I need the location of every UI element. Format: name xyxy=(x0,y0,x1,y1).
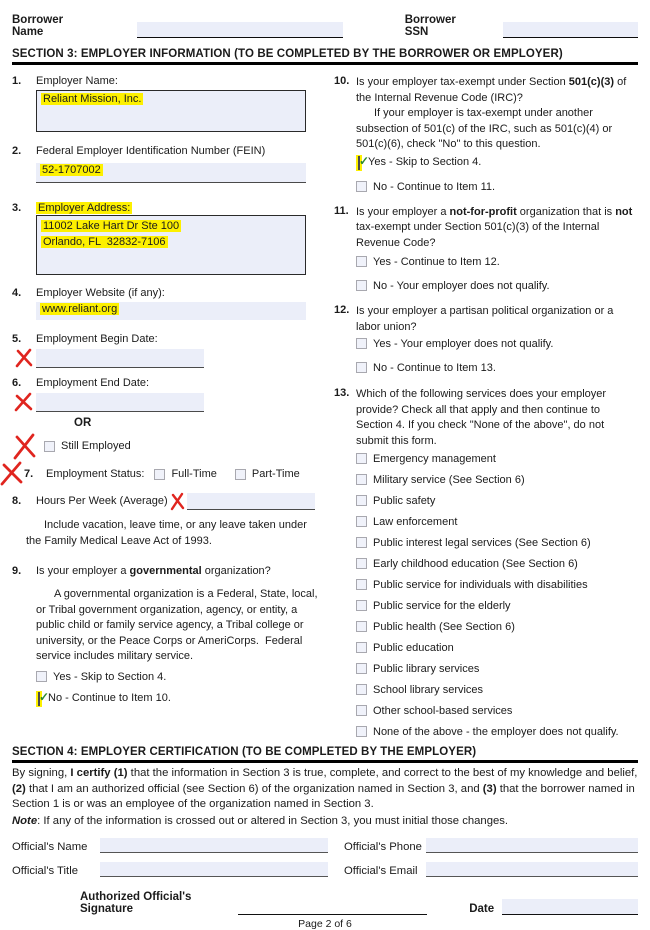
q12-label: Is your employer a partisan political organization or a labor union? xyxy=(356,305,614,333)
q13-checkbox-legal-services[interactable] xyxy=(356,537,367,548)
q4-number: 4. xyxy=(12,287,22,299)
q10-no-checkbox[interactable] xyxy=(356,181,367,192)
q2-fein xyxy=(12,145,324,183)
date-input[interactable] xyxy=(502,899,638,915)
q11-number: 11. xyxy=(334,204,349,217)
borrower-name-label: Borrower Name xyxy=(12,14,64,38)
q11-no-checkbox[interactable] xyxy=(356,280,367,291)
page-indicator: Page 2 of 6 xyxy=(298,918,352,930)
employer-website-input[interactable] xyxy=(36,302,306,320)
q4-employer-website xyxy=(12,287,324,320)
q2-label: Federal Employer Identification Number (FEIN) xyxy=(36,145,266,157)
hours-per-week-input[interactable] xyxy=(187,493,315,510)
officials-email-input[interactable] xyxy=(426,862,638,877)
full-time-checkbox[interactable] xyxy=(154,469,165,480)
section3-header: SECTION 3: EMPLOYER INFORMATION (TO BE COMPLETED BY THE BORROWER OR EMPLOYER) xyxy=(12,45,638,65)
certification-text: By signing, I certify (1) that the information in Section 3 is true, complete, and correct to the best of my knowledge and belief, (2) that I am an authorized official (see Section 6) of the organization named in Section 3, and (3) that the borrower named in Section 1 is or was an employee of the organization named in Section 3. xyxy=(12,767,638,810)
q10-option-no xyxy=(356,180,638,194)
q10-tax-exempt xyxy=(334,75,638,194)
q12-yes-checkbox[interactable] xyxy=(356,338,367,349)
q13-checkbox-public-library[interactable] xyxy=(356,663,367,674)
q13-option-label: Military service (See Section 6) xyxy=(373,474,525,486)
signature-label: Authorized Official's Signature xyxy=(80,891,192,915)
q3-employer-address xyxy=(12,202,324,275)
q13-option-row xyxy=(356,683,638,697)
q9-option-no xyxy=(36,691,324,707)
q10-option-yes xyxy=(356,155,638,171)
q13-option-label: Public library services xyxy=(373,663,480,675)
q13-services xyxy=(334,387,638,739)
q9-yes-checkbox[interactable] xyxy=(36,671,47,682)
q13-option-row xyxy=(356,473,638,487)
q13-label: Which of the following services does your employer provide? Check all that apply and then continue to Section 4. If you check "None of the above", do not submit this form. xyxy=(356,388,607,447)
q4-label: Employer Website (if any): xyxy=(36,287,165,299)
full-time-label: Full-Time xyxy=(171,468,217,480)
q12-no-label: No - Continue to Item 13. xyxy=(373,362,496,374)
borrower-header-row xyxy=(12,14,638,38)
red-x-mark-icon xyxy=(14,348,34,368)
q9-description: A governmental organization is a Federal, State, local, or Tribal government organization, agency, or entity, a public child or family service agency, a Tribal college or university, or the Peace Corps or AmeriCorps. Federal service includes military service. xyxy=(36,588,321,662)
q13-number: 13. xyxy=(334,387,350,399)
q13-checkbox-elderly[interactable] xyxy=(356,600,367,611)
or-label: OR xyxy=(74,417,92,429)
q1-label: Employer Name: xyxy=(36,75,118,87)
q9-label: Is your employer a governmental organization? xyxy=(36,565,271,577)
q13-option-row xyxy=(356,494,638,508)
q13-option-row xyxy=(356,599,638,613)
q13-option-label: Public service for individuals with disabilities xyxy=(373,579,588,591)
q12-number: 12. xyxy=(334,304,350,316)
officials-email-label: Official's Email xyxy=(344,865,418,877)
begin-date-input[interactable] xyxy=(36,349,204,368)
q10-no-label: No - Continue to Item 11. xyxy=(373,180,496,193)
end-date-input[interactable] xyxy=(36,393,204,412)
q13-option-label: Public education xyxy=(373,642,454,654)
officials-title-label: Official's Title xyxy=(12,865,78,877)
q7-number: 7. xyxy=(24,468,34,480)
q13-checkbox-public-health[interactable] xyxy=(356,621,367,632)
q13-checkbox-school-library[interactable] xyxy=(356,684,367,695)
borrower-ssn-input[interactable] xyxy=(503,22,638,38)
q10-label: Is your employer tax-exempt under Section 501(c)(3) of the Internal Revenue Code (IRC)? xyxy=(356,76,627,104)
q6-label: Employment End Date: xyxy=(36,377,150,389)
q1-employer-name xyxy=(12,75,324,132)
fein-value: 52-1707002 xyxy=(42,164,101,176)
q6-end-date xyxy=(12,377,324,412)
q13-checkbox-disabilities[interactable] xyxy=(356,579,367,590)
q5-begin-date xyxy=(12,333,324,368)
checkmark-icon: ✓ xyxy=(359,153,370,168)
q8-note: Include vacation, leave time, or any leave taken under the Family Medical Leave Act of 1993. xyxy=(26,519,307,547)
q11-yes-checkbox[interactable] xyxy=(356,256,367,267)
employer-address-line2: Orlando, FL 32832-7106 xyxy=(43,236,166,248)
q13-checkbox-public-safety[interactable] xyxy=(356,495,367,506)
fein-input[interactable] xyxy=(36,163,306,183)
employer-name-value: Reliant Mission, Inc. xyxy=(43,93,142,105)
q10-sub: If your employer is tax-exempt under another subsection of 501(c) of the IRC, such as 501(c)(4) or 501(c)(6), check "No" to this question. xyxy=(356,107,613,150)
q10-number: 10. xyxy=(334,75,350,87)
q13-option-row xyxy=(356,641,638,655)
q9-option-yes xyxy=(36,670,324,684)
q13-checkbox-military[interactable] xyxy=(356,474,367,485)
still-employed-checkbox[interactable] xyxy=(44,441,55,452)
borrower-name-input[interactable] xyxy=(137,22,342,38)
q8-hours-per-week xyxy=(12,492,324,510)
q5-number: 5. xyxy=(12,333,22,345)
q11-no-label: No - Your employer does not qualify. xyxy=(373,280,550,292)
q9-number: 9. xyxy=(12,565,22,577)
q13-checkbox-law-enforcement[interactable] xyxy=(356,516,367,527)
q13-option-row xyxy=(356,662,638,676)
date-label: Date xyxy=(469,903,495,915)
officials-title-input[interactable] xyxy=(100,862,328,877)
still-employed-row xyxy=(12,433,324,459)
q13-checkbox-early-childhood[interactable] xyxy=(356,558,367,569)
q13-option-row xyxy=(356,725,638,739)
certification-note: Note: If any of the information is crossed out or altered in Section 3, you must initial those changes. xyxy=(12,814,509,827)
q13-option-row xyxy=(356,452,638,466)
employer-website-value: www.reliant.org xyxy=(42,303,118,315)
q12-no-checkbox[interactable] xyxy=(356,362,367,373)
red-x-mark-icon xyxy=(14,392,34,412)
q13-option-row xyxy=(356,578,638,592)
red-x-mark-icon xyxy=(12,433,38,459)
q2-number: 2. xyxy=(12,145,22,157)
borrower-ssn-label: Borrower SSN xyxy=(404,14,456,38)
officials-name-input[interactable] xyxy=(100,838,328,853)
officials-name-label: Official's Name xyxy=(12,841,88,853)
q13-option-label: Law enforcement xyxy=(373,516,458,528)
section3-right-column xyxy=(324,70,638,739)
q13-option-row xyxy=(356,515,638,529)
officials-row-1 xyxy=(12,838,638,853)
signature-input[interactable] xyxy=(238,901,427,915)
section3-columns xyxy=(12,70,638,739)
q13-option-label: Public service for the elderly xyxy=(373,600,511,612)
q12-political xyxy=(334,304,638,375)
q10-yes-label: Yes - Skip to Section 4. xyxy=(368,155,482,168)
q13-option-row xyxy=(356,704,638,718)
q3-number: 3. xyxy=(12,202,22,214)
q13-option-row xyxy=(356,557,638,571)
q11-yes-label: Yes - Continue to Item 12. xyxy=(373,256,500,268)
section4-header: SECTION 4: EMPLOYER CERTIFICATION (TO BE COMPLETED BY THE EMPLOYER) xyxy=(12,743,638,763)
q8-label: Hours Per Week (Average) xyxy=(36,495,168,507)
part-time-label: Part-Time xyxy=(251,468,300,480)
q12-yes-label: Yes - Your employer does not qualify. xyxy=(373,338,554,350)
checkmark-icon: ✓ xyxy=(39,689,50,704)
q3-label: Employer Address: xyxy=(38,202,131,214)
q13-checkbox-public-education[interactable] xyxy=(356,642,367,653)
officials-row-2 xyxy=(12,862,638,877)
q12-option-no xyxy=(356,361,638,375)
section3-left-column xyxy=(12,70,324,739)
employer-name-input[interactable] xyxy=(36,90,306,132)
part-time-checkbox[interactable] xyxy=(235,469,246,480)
q13-option-label: None of the above - the employer does not qualify. xyxy=(373,726,619,738)
q11-label: Is your employer a not-for-profit organization that is not tax-exempt under Section 501(c)(3) of the Internal Revenue Code? xyxy=(356,205,633,249)
red-x-mark-icon xyxy=(170,492,185,510)
q7-employment-status xyxy=(12,467,324,481)
q12-option-yes xyxy=(356,337,638,351)
q13-checkbox-none[interactable] xyxy=(356,726,367,737)
q11-option-no xyxy=(356,279,638,293)
officials-phone-label: Official's Phone xyxy=(344,841,422,853)
q13-option-row xyxy=(356,620,638,634)
q13-option-label: Public interest legal services (See Section 6) xyxy=(373,537,591,549)
q6-number: 6. xyxy=(12,377,22,389)
q5-label: Employment Begin Date: xyxy=(36,333,158,345)
q13-option-label: Other school-based services xyxy=(373,705,513,717)
q13-option-label: Early childhood education (See Section 6) xyxy=(373,558,578,570)
q9-no-label: No - Continue to Item 10. xyxy=(48,691,171,704)
q9-governmental xyxy=(12,565,324,707)
q11-option-yes xyxy=(356,255,638,269)
signature-row xyxy=(12,891,638,915)
q13-option-label: Emergency management xyxy=(373,453,496,465)
q10-yes-checkbox[interactable] xyxy=(358,153,370,170)
officials-phone-input[interactable] xyxy=(426,838,638,853)
q13-option-label: Public health (See Section 6) xyxy=(373,621,515,633)
q13-option-row xyxy=(356,536,638,550)
q13-option-label: Public safety xyxy=(373,495,436,507)
employer-address-input[interactable] xyxy=(36,215,306,275)
employer-address-line1: 11002 Lake Hart Dr Ste 100 xyxy=(43,220,180,232)
q1-number: 1. xyxy=(12,75,22,87)
red-x-mark-icon xyxy=(0,461,24,485)
q13-checkbox-emergency[interactable] xyxy=(356,453,367,464)
still-employed-label: Still Employed xyxy=(61,440,131,452)
q13-option-label: School library services xyxy=(373,684,484,696)
q9-no-checkbox[interactable] xyxy=(38,689,50,706)
q8-number: 8. xyxy=(12,495,22,507)
q11-not-for-profit xyxy=(334,205,638,294)
q13-checkbox-other-school[interactable] xyxy=(356,705,367,716)
q7-label: Employment Status: xyxy=(46,468,145,480)
q9-yes-label: Yes - Skip to Section 4. xyxy=(53,670,167,683)
